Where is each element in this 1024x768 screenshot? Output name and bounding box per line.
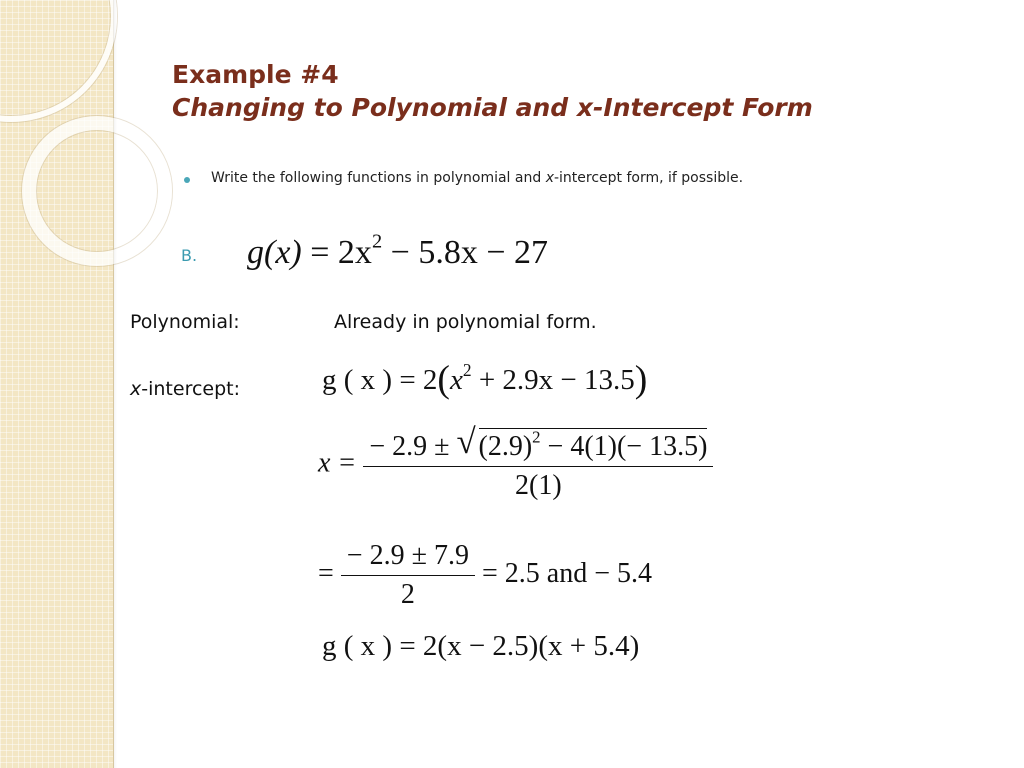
quadratic-formula-fraction — [363, 422, 713, 502]
polynomial-text: Already in polynomial form. — [334, 311, 597, 333]
decorative-ring — [22, 116, 172, 266]
given-exponent: 2 — [371, 230, 383, 253]
decorative-ring — [0, 0, 117, 122]
polynomial-label: Polynomial: — [130, 311, 240, 333]
step1-close-paren: ) — [634, 358, 648, 401]
step2-lhs: x = — [318, 447, 364, 479]
title-line-2-post: -Intercept Form — [593, 93, 813, 122]
bullet-dot-icon — [184, 177, 190, 183]
title-line-2 — [172, 91, 813, 124]
x-intercept-label — [130, 378, 240, 400]
fraction-denominator: 2 — [341, 575, 475, 611]
part-marker: B. — [181, 246, 198, 265]
title-line-1: Example #4 — [172, 60, 339, 89]
step2-num-pre: − 2.9 ± — [369, 431, 457, 462]
radical-icon: √ — [456, 422, 476, 461]
given-eq: = 2x — [301, 234, 372, 271]
fraction-numerator — [363, 422, 713, 466]
title-line-2-pre: Changing to Polynomial and — [172, 93, 577, 122]
x-intercept-label-post: -intercept: — [141, 378, 241, 400]
decorative-side-strip — [0, 0, 114, 768]
square-root — [456, 422, 708, 463]
title-line-2-var: x — [576, 93, 594, 122]
given-lhs: g(x) — [247, 234, 302, 271]
step3-lhs: = — [318, 557, 341, 589]
radicand — [479, 428, 708, 463]
given-equation — [247, 230, 548, 272]
instruction-pre: Write the following functions in polynomial and — [211, 170, 546, 186]
equation-step-2 — [318, 422, 713, 502]
slide-title — [172, 58, 813, 124]
step1-lhs: g ( x ) = 2 — [322, 364, 438, 396]
step1-x: x — [449, 364, 463, 396]
given-rest: − 5.8x − 27 — [382, 234, 548, 271]
fraction-numerator: − 2.9 ± 7.9 — [346, 540, 469, 571]
step4-lhs: g ( x ) = 2 — [322, 630, 438, 662]
factor-1: (x − 2.5) — [437, 630, 539, 662]
radicand-b: − 4(1)(− 13.5) — [540, 431, 708, 462]
fraction-denominator: 2(1) — [363, 466, 713, 502]
instruction-var: x — [545, 170, 554, 186]
x-intercept-label-var: x — [130, 378, 142, 400]
step1-rest: + 2.9x − 13.5 — [471, 364, 635, 396]
equation-step-3 — [318, 540, 652, 611]
simplified-fraction — [341, 540, 475, 611]
equation-step-1 — [322, 358, 648, 401]
radicand-exponent: 2 — [532, 427, 541, 447]
instruction-bullet — [211, 170, 743, 186]
step1-exponent: 2 — [462, 359, 472, 380]
equation-step-4 — [322, 630, 639, 663]
factor-2: (x + 5.4) — [538, 630, 640, 662]
step3-result: = 2.5 and − 5.4 — [481, 557, 652, 589]
instruction-post: -intercept form, if possible. — [553, 170, 744, 186]
step1-open-paren: ( — [437, 358, 450, 401]
radicand-a: (2.9) — [478, 431, 533, 462]
